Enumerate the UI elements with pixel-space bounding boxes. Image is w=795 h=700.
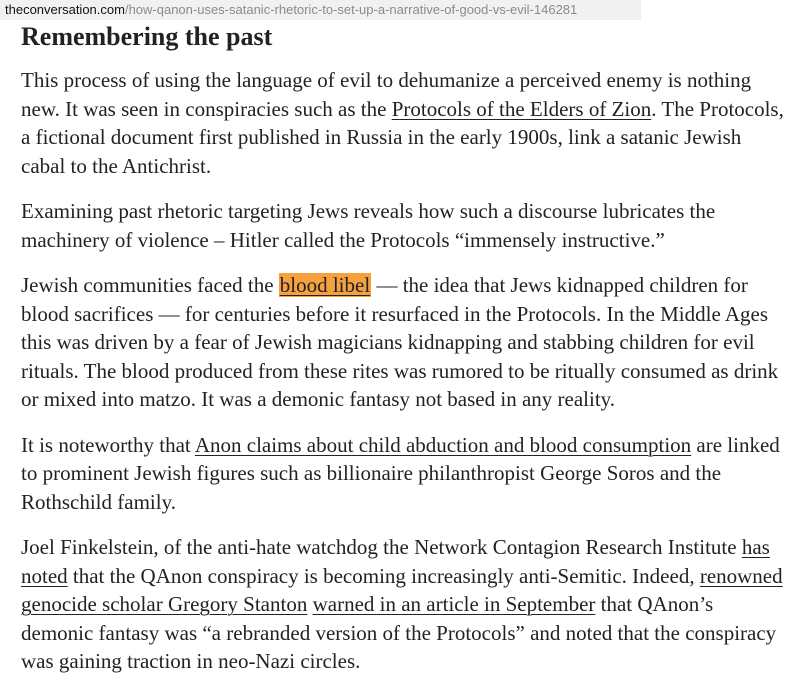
- paragraph-text: that the QAnon conspiracy is becoming increasingly anti-Semitic. Indeed,: [67, 563, 700, 588]
- paragraph-text: . The Protocols, a fictional document first published in Russia in the early 1900s, link a satanic Jewish cabal to the Antichrist.: [21, 96, 784, 178]
- paragraph-2: [21, 197, 786, 254]
- paragraph-text: Examining past rhetoric targeting Jews reveals how such a discourse lubricates the machinery of violence – Hitler called the Protocols “immensely instructive.”: [21, 199, 716, 252]
- paragraph-4: [21, 431, 786, 517]
- link-has-noted[interactable]: has noted: [21, 535, 770, 588]
- link-anon-claims[interactable]: Anon claims about child abduction and blood consumption: [194, 432, 692, 457]
- link-warned-article[interactable]: warned in an article in September: [312, 592, 596, 616]
- paragraph-text: Jewish communities faced the: [21, 273, 279, 297]
- url-path: /how-qanon-uses-satanic-rhetoric-to-set-up-a-narrative-of-good-vs-evil-146281: [124, 2, 578, 17]
- link-gregory-stanton[interactable]: renowned genocide scholar Gregory Stanton: [21, 563, 783, 616]
- paragraph-1: [21, 66, 786, 180]
- link-blood-libel[interactable]: blood libel: [279, 273, 371, 297]
- address-bar[interactable]: [0, 0, 641, 20]
- paragraph-text: It is noteworthy that: [21, 432, 195, 457]
- link-protocols[interactable]: Protocols of the Elders of Zion: [391, 96, 652, 121]
- paragraph-text: — the idea that Jews kidnapped children for blood sacrifices — for centuries before it resurfaced in the Protocols. In the Middle Ages this was driven by a fear of Jewish magicians kidnapping and stabbing children for evil rituals. The blood produced from these rites was rumored to be ritually consumed as drink or mixed into matzo. It was a demonic fantasy not based in any reality.: [21, 273, 779, 411]
- url-domain: theconversation.com: [5, 2, 125, 17]
- section-heading: Remembering the past: [21, 22, 273, 51]
- paragraph-text: are linked to prominent Jewish figures such as billionaire philanthropist George Soros and the Rothschild family.: [21, 432, 780, 514]
- article-body: [21, 20, 786, 693]
- paragraph-text: Joel Finkelstein, of the anti-hate watchdog the Network Contagion Research Institute: [21, 535, 742, 559]
- paragraph-3: [21, 271, 786, 414]
- paragraph-5: [21, 533, 786, 676]
- paragraph-text: that QAnon’s demonic fantasy was “a rebranded version of the Protocols” and noted that the conspiracy was gaining traction in neo-Nazi circles.: [21, 592, 777, 673]
- paragraph-text: This process of using the language of evil to dehumanize a perceived enemy is nothing new. It was seen in conspiracies such as the: [21, 68, 752, 121]
